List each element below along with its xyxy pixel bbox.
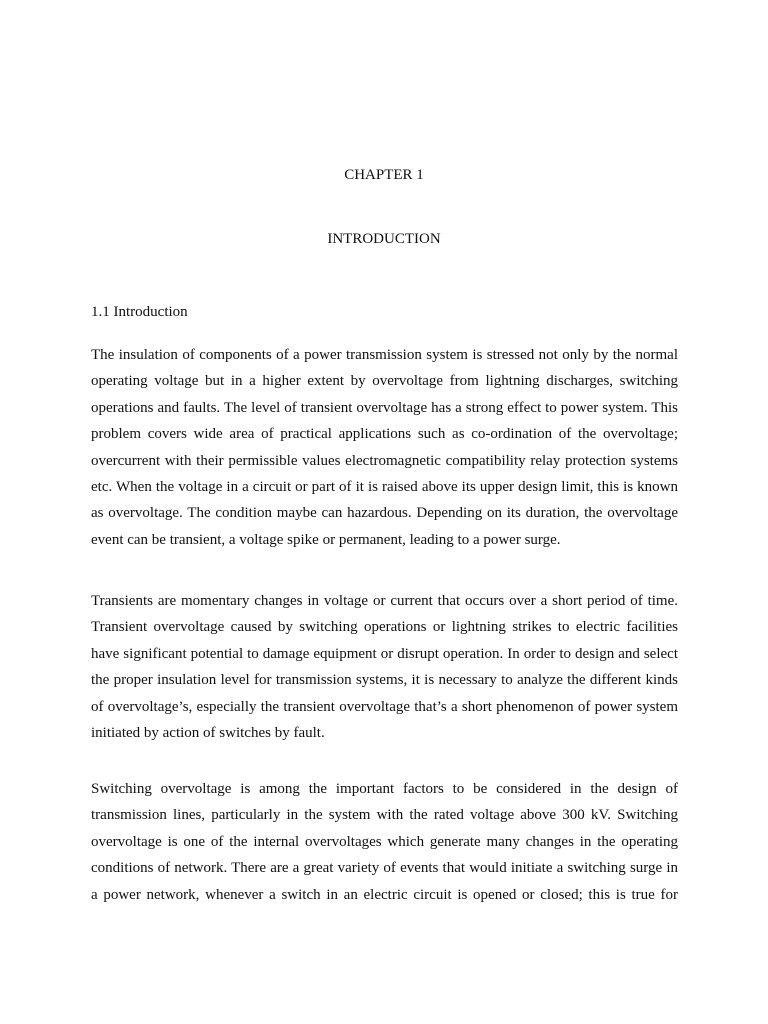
chapter-label: CHAPTER 1 [344,167,424,183]
section-heading: 1.1 Introduction [91,304,188,320]
body-paragraph: Transients are momentary changes in voltage or current that occurs over a short period of time. Transient overvoltage caused by switching operations or lightning strikes to electric facilities have significant potential to damage equipment or disrupt operation. In order to design and select the proper insulation level for transmission systems, it is necessary to analyze the different kinds of overvoltage’s, especially the transient overvoltage that’s a short phenomenon of power system initiated by action of switches by fault. [91,593,678,742]
body-paragraph: The insulation of components of a power transmission system is stressed not only by the normal operating voltage but in a higher extent by overvoltage from lightning discharges, switching operations and faults. The level of transient overvoltage has a strong effect to power system. This problem covers wide area of practical applications such as co-ordination of the overvoltage; overcurrent with their permissible values electromagnetic compatibility relay protection systems etc. When the voltage in a circuit or part of it is raised above its upper design limit, this is known as overvoltage. The condition maybe can hazardous. Depending on its duration, the overvoltage event can be transient, a voltage spike or permanent, leading to a power surge. [91,347,678,548]
body-paragraph: Switching overvoltage is among the important factors to be considered in the design of transmission lines, particularly in the system with the rated voltage above 300 kV. Switching overvoltage is one of the internal overvoltages which generate many changes in the operating conditions of network. There are a great variety of events that would initiate a switching surge in a power network, whenever a switch in an electric circuit is opened or closed; this is true for [91,781,678,903]
chapter-title: INTRODUCTION [327,231,441,247]
